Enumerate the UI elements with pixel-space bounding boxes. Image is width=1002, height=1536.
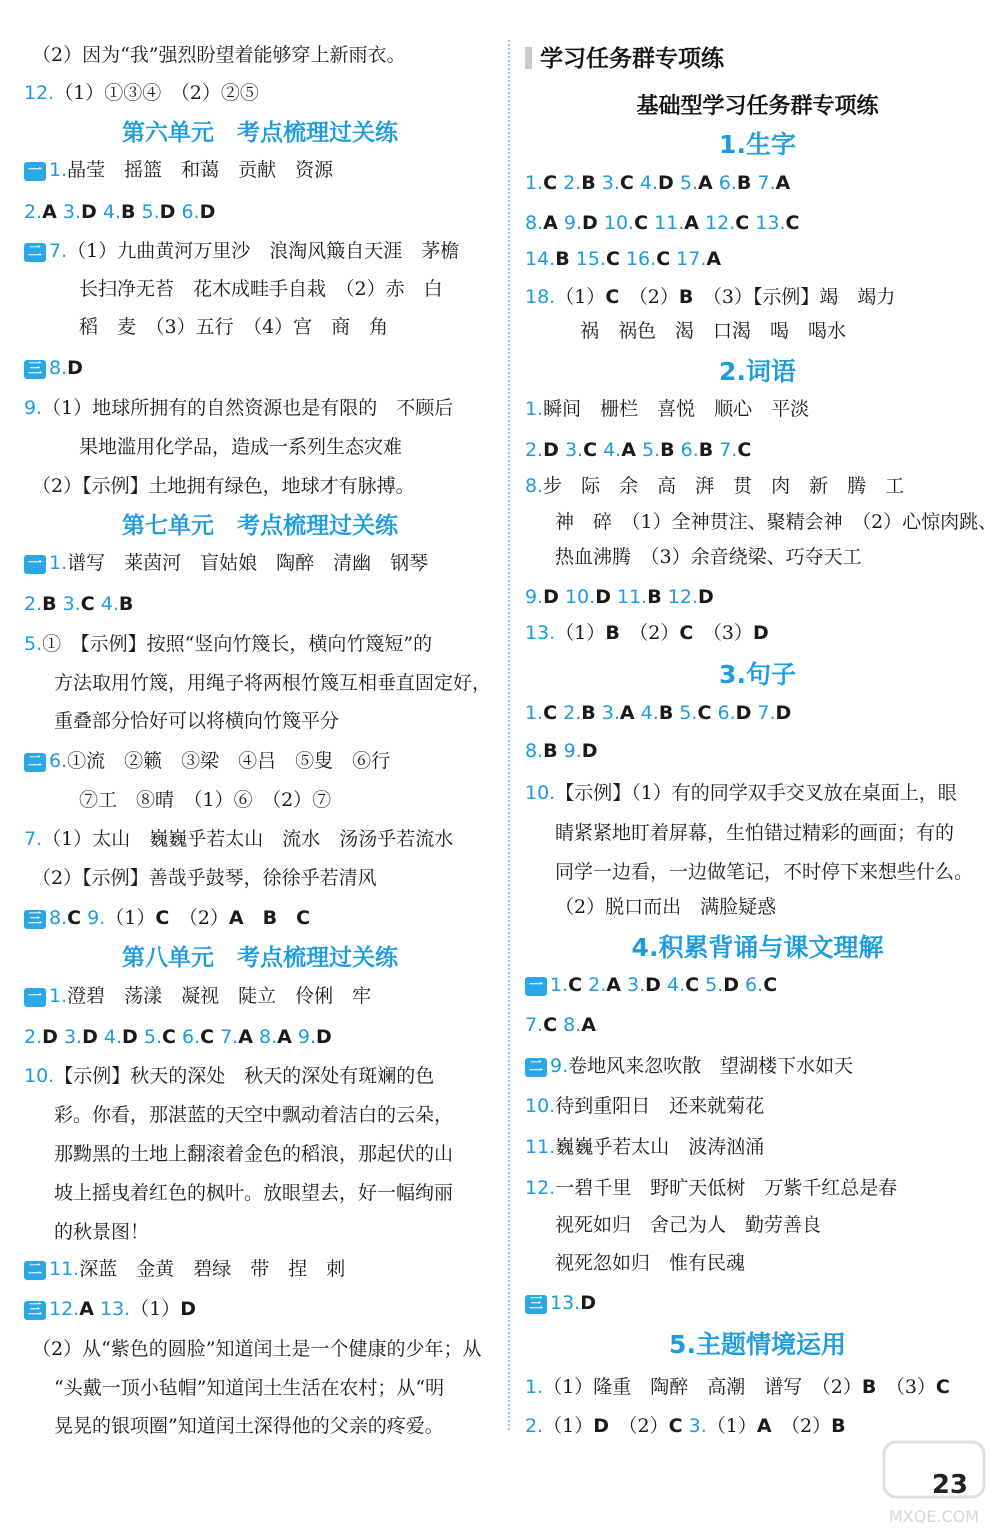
answer-line bbox=[24, 395, 453, 421]
choice-answer: D bbox=[775, 702, 792, 724]
question-number: 4. bbox=[97, 1026, 123, 1048]
choice-answer: A bbox=[619, 702, 635, 724]
choice-answer: D bbox=[697, 586, 714, 608]
choice-answer: C bbox=[935, 1376, 950, 1398]
question-number: 10. bbox=[597, 212, 635, 234]
choice-answer: D bbox=[199, 201, 216, 223]
question-number: 8. bbox=[252, 1026, 278, 1048]
question-number: 12. bbox=[49, 1298, 80, 1320]
question-number: 5. bbox=[699, 974, 724, 996]
question-number: 2. bbox=[557, 172, 582, 194]
answer-text: 一碧千里 野旷天低树 万紫千红总是春 bbox=[555, 1177, 898, 1199]
choice-answer: C bbox=[735, 212, 750, 234]
section-heading: 3.句子 bbox=[719, 660, 796, 689]
choice-answer: D bbox=[543, 439, 559, 461]
choice-answer: A bbox=[706, 248, 722, 270]
choice-answer: D bbox=[82, 1026, 98, 1048]
question-number: 4. bbox=[633, 172, 659, 194]
choice-answer: C bbox=[785, 212, 800, 234]
part-badge-icon: 三 bbox=[24, 910, 46, 929]
answer-line: “头戴一顶小毡帽”知道闰土生活在农村；从“明 bbox=[54, 1377, 445, 1399]
question-number: 4. bbox=[96, 201, 121, 223]
answer-line bbox=[525, 437, 751, 463]
answer-line: 长扫净无苔 花木成畦手自栽 （2）赤 白 bbox=[79, 278, 443, 300]
answer-line bbox=[525, 1053, 853, 1079]
answer-line: 视死忽如归 惟有民魂 bbox=[555, 1252, 746, 1274]
question-number: 5. bbox=[673, 172, 698, 194]
question-number: 12. bbox=[699, 212, 736, 234]
choice-answer: B bbox=[120, 201, 136, 223]
choice-answer: B bbox=[118, 593, 134, 615]
choice-answer: D bbox=[543, 586, 559, 608]
answer-text: 【示例】秋天的深处 秋天的深处有斑斓的色 bbox=[54, 1065, 435, 1087]
question-number: 2. bbox=[24, 593, 43, 615]
question-number: 2. bbox=[525, 1415, 544, 1437]
answer-line bbox=[525, 780, 957, 806]
question-number: 6. bbox=[739, 974, 764, 996]
answer-line bbox=[525, 1175, 897, 1201]
question-number: 6. bbox=[712, 172, 737, 194]
choice-answer: D bbox=[645, 974, 661, 996]
answer-line bbox=[525, 246, 721, 272]
answer-line: 祸 祸色 渴 口渴 喝 喝水 bbox=[580, 320, 847, 342]
question-number: 5. bbox=[24, 633, 43, 655]
choice-answer: B bbox=[660, 439, 675, 461]
section-heading: 2.词语 bbox=[719, 357, 796, 386]
choice-answer: B bbox=[605, 622, 620, 644]
question-number: 16. bbox=[619, 248, 657, 270]
section-heading: 5.主题情境运用 bbox=[669, 1330, 846, 1359]
answer-line bbox=[24, 199, 215, 225]
question-number: 2. bbox=[24, 1026, 43, 1048]
choice-answer: D bbox=[67, 357, 83, 379]
answer-line bbox=[525, 473, 904, 499]
choice-answer: C bbox=[162, 1026, 176, 1048]
answer-line bbox=[525, 972, 777, 998]
answer-line bbox=[525, 1413, 846, 1439]
question-number: 9. bbox=[557, 212, 583, 234]
answer-line bbox=[24, 1024, 332, 1050]
choice-answer: D bbox=[580, 1292, 596, 1314]
question-number: 3. bbox=[595, 702, 620, 724]
heading-bar-icon bbox=[525, 47, 532, 69]
choice-answer: B bbox=[698, 439, 714, 461]
question-number: 7. bbox=[214, 1026, 239, 1048]
answer-text: 深蓝 金黄 碧绿 带 捏 刺 bbox=[79, 1258, 346, 1280]
choice-answer: C bbox=[685, 974, 700, 996]
column-divider bbox=[508, 40, 510, 1430]
choice-answer: A bbox=[684, 212, 700, 234]
question-number: 4. bbox=[634, 702, 659, 724]
answer-line bbox=[24, 80, 259, 106]
choice-answer: D bbox=[180, 1298, 197, 1320]
question-number: 8. bbox=[525, 740, 544, 762]
question-number: 3. bbox=[56, 201, 82, 223]
answer-line bbox=[24, 1063, 434, 1089]
question-number: 9. bbox=[24, 397, 43, 419]
answer-line: 彩。你看，那湛蓝的天空中飘动着洁白的云朵， bbox=[54, 1104, 454, 1126]
choice-answer: C bbox=[543, 702, 558, 724]
answer-line bbox=[525, 1374, 950, 1400]
question-number: 11. bbox=[49, 1258, 80, 1280]
page-number: 23 bbox=[931, 1470, 968, 1500]
answer-line bbox=[24, 550, 428, 576]
choice-answer: A bbox=[621, 439, 636, 461]
section-heading: 第八单元 考点梳理过关练 bbox=[122, 945, 398, 971]
choice-answer: D bbox=[593, 1415, 610, 1437]
part-badge-icon: 一 bbox=[525, 977, 547, 996]
question-number: 15. bbox=[569, 248, 606, 270]
answer-text: 卷地风来忽吹散 望湖楼下水如天 bbox=[568, 1055, 854, 1077]
question-number: 11. bbox=[648, 212, 685, 234]
question-number: 1. bbox=[49, 985, 68, 1007]
answer-text: （3） bbox=[876, 1376, 936, 1398]
question-number: 7. bbox=[751, 702, 776, 724]
answer-line: （2）脱口而出 满脸疑惑 bbox=[555, 896, 777, 918]
choice-answer: A bbox=[775, 172, 791, 194]
answer-line bbox=[24, 591, 133, 617]
choice-answer: C bbox=[568, 974, 583, 996]
answer-line bbox=[24, 157, 333, 183]
choice-answer: C bbox=[697, 702, 712, 724]
part-badge-icon: 二 bbox=[525, 1058, 547, 1077]
question-number: 8. bbox=[525, 475, 544, 497]
answer-line bbox=[525, 1093, 764, 1119]
part-badge-icon: 三 bbox=[525, 1295, 547, 1314]
choice-answer: B bbox=[831, 1415, 846, 1437]
question-number: 5. bbox=[635, 439, 661, 461]
answer-line bbox=[24, 1256, 345, 1282]
answer-text: （3） bbox=[693, 622, 753, 644]
question-number: 12. bbox=[661, 586, 698, 608]
question-number: 3. bbox=[56, 593, 81, 615]
question-number: 9. bbox=[550, 1055, 569, 1077]
answer-line: ⑦工 ⑧晴 （1）⑥ （2）⑦ bbox=[79, 789, 332, 811]
choice-answer: C bbox=[619, 172, 634, 194]
question-number: 8. bbox=[557, 1014, 582, 1036]
part-badge-icon: 一 bbox=[24, 162, 46, 181]
question-number: 3. bbox=[57, 1026, 83, 1048]
choice-answer: A bbox=[277, 1026, 292, 1048]
choice-answer: B bbox=[736, 172, 752, 194]
choice-answer: B bbox=[678, 286, 694, 308]
choice-answer: D bbox=[723, 974, 740, 996]
question-number: 4. bbox=[94, 593, 119, 615]
choice-answer: D bbox=[81, 201, 97, 223]
question-number: 4. bbox=[597, 439, 622, 461]
question-number: 14. bbox=[525, 248, 556, 270]
choice-answer: C bbox=[155, 907, 170, 929]
choice-answer: D bbox=[159, 201, 176, 223]
choice-answer: B bbox=[581, 702, 596, 724]
section-heading: 1.生字 bbox=[719, 130, 796, 159]
choice-answer: D bbox=[122, 1026, 138, 1048]
question-number: 2. bbox=[582, 974, 607, 996]
chapter-heading-text: 学习任务群专项练 bbox=[540, 46, 724, 72]
question-number: 9. bbox=[525, 586, 544, 608]
question-number: 2. bbox=[24, 201, 43, 223]
part-badge-icon: 二 bbox=[24, 753, 46, 772]
question-number: 11. bbox=[610, 586, 648, 608]
answer-line bbox=[525, 1012, 596, 1038]
choice-answer: C bbox=[737, 439, 752, 461]
answer-line: 视死如归 舍己为人 勤劳善良 bbox=[555, 1214, 822, 1236]
answer-line bbox=[525, 210, 799, 236]
question-number: 1. bbox=[525, 702, 544, 724]
answer-line bbox=[525, 1134, 764, 1160]
choice-answer: D bbox=[735, 702, 752, 724]
answer-text: （1）①③④ （2）②⑤ bbox=[54, 82, 259, 104]
question-number: 10. bbox=[24, 1065, 55, 1087]
answer-line: 睛紧紧地盯着屏幕，生怕错过精彩的画面；有的 bbox=[555, 822, 955, 844]
question-number: 7. bbox=[713, 439, 738, 461]
choice-answer: B bbox=[658, 702, 674, 724]
question-number: 10. bbox=[525, 1095, 556, 1117]
question-number: 3. bbox=[558, 439, 584, 461]
answer-line: （2）【示例】善哉乎鼓琴，徐徐乎若清风 bbox=[32, 867, 377, 889]
question-number: 10. bbox=[525, 782, 556, 804]
question-number: 18. bbox=[525, 286, 556, 308]
question-number: 7. bbox=[24, 828, 43, 850]
answer-text: 晶莹 摇篮 和蔼 贡献 资源 bbox=[67, 159, 334, 181]
choice-answer: B bbox=[581, 172, 596, 194]
choice-answer: D bbox=[752, 622, 769, 644]
part-badge-icon: 二 bbox=[24, 243, 46, 262]
question-number: 1. bbox=[49, 159, 68, 181]
answer-text: （2） bbox=[609, 1415, 669, 1437]
answer-line bbox=[24, 748, 390, 774]
answer-line bbox=[24, 1296, 196, 1322]
question-number: 1. bbox=[49, 552, 68, 574]
choice-answer: C bbox=[80, 593, 95, 615]
answer-text: （1） bbox=[130, 1298, 181, 1320]
answer-line: （2）因为“我”强烈盼望着能够穿上新雨衣。 bbox=[32, 44, 406, 66]
question-number: 5. bbox=[135, 201, 160, 223]
answer-line: 果地滥用化学品，造成一系列生态灾难 bbox=[79, 436, 403, 458]
question-number: 4. bbox=[660, 974, 686, 996]
question-number: 9. bbox=[557, 740, 582, 762]
question-number: 7. bbox=[49, 240, 68, 262]
answer-line bbox=[525, 1290, 596, 1316]
answer-line bbox=[525, 738, 598, 764]
answer-line bbox=[525, 584, 714, 610]
answer-text: （1） bbox=[555, 622, 606, 644]
question-number: 13. bbox=[525, 622, 556, 644]
answer-line: 晃晃的银项圈”知道闰土深得他的父亲的疼爱。 bbox=[54, 1415, 444, 1437]
question-number: 8. bbox=[49, 357, 68, 379]
answer-text: （1）太山 巍巍乎若太山 流水 汤汤乎若流水 bbox=[42, 828, 454, 850]
section-heading: 第六单元 考点梳理过关练 bbox=[122, 120, 398, 146]
question-number: 12. bbox=[24, 82, 55, 104]
question-number: 1. bbox=[550, 974, 569, 996]
answer-line bbox=[24, 238, 459, 264]
part-badge-icon: 一 bbox=[24, 555, 46, 574]
chapter-heading bbox=[525, 44, 724, 74]
answer-text: 待到重阳日 还来就菊花 bbox=[555, 1095, 765, 1117]
question-number: 13. bbox=[550, 1292, 581, 1314]
choice-answer: D bbox=[595, 586, 611, 608]
choice-answer: A bbox=[606, 974, 621, 996]
answer-line: 那黝黑的土地上翻滚着金色的稻浪，那起伏的山 bbox=[54, 1143, 454, 1165]
choice-answer: B bbox=[543, 740, 558, 762]
question-number: 2. bbox=[557, 702, 582, 724]
answer-text: 【示例】（1）有的同学双手交叉放在桌面上，眼 bbox=[555, 782, 957, 804]
choice-answer: D bbox=[42, 1026, 58, 1048]
answer-text: 澄碧 荡漾 凝视 陡立 伶俐 牢 bbox=[67, 985, 372, 1007]
answer-text: ①流 ②籁 ③梁 ④吕 ⑤叟 ⑥行 bbox=[67, 750, 391, 772]
answer-text: （1）九曲黄河万里沙 浪淘风簸自天涯 茅檐 bbox=[67, 240, 460, 262]
question-number: 2. bbox=[525, 439, 544, 461]
choice-answer: A bbox=[238, 1026, 253, 1048]
answer-text: （1） bbox=[543, 1415, 594, 1437]
answer-text: ① 【示例】按照“竖向竹篾长，横向竹篾短”的 bbox=[42, 633, 433, 655]
answer-line bbox=[525, 284, 895, 310]
answer-text: （2） bbox=[619, 286, 679, 308]
question-number: 11. bbox=[525, 1136, 556, 1158]
choice-answer: A bbox=[543, 212, 558, 234]
answer-text: （2） bbox=[771, 1415, 832, 1437]
question-number: 6. bbox=[49, 750, 68, 772]
choice-answer: C bbox=[656, 248, 671, 270]
question-number: 1. bbox=[525, 398, 544, 420]
choice-answer: D bbox=[582, 212, 598, 234]
answer-line: 稻 麦 （3）五行 （4）宫 商 角 bbox=[79, 316, 389, 338]
section-heading: 第七单元 考点梳理过关练 bbox=[122, 513, 398, 539]
section-heading: 4.积累背诵与课文理解 bbox=[631, 933, 884, 962]
part-badge-icon: 三 bbox=[24, 1301, 46, 1320]
question-number: 5. bbox=[137, 1026, 162, 1048]
choice-answer: A B C bbox=[228, 907, 311, 929]
question-number: 6. bbox=[175, 201, 200, 223]
question-number: 8. bbox=[49, 907, 68, 929]
choice-answer: D bbox=[658, 172, 674, 194]
answer-line bbox=[24, 355, 83, 381]
answer-line: 神 碎 （1）全神贯注、聚精会神 （2）心惊肉跳、 bbox=[555, 511, 998, 533]
answer-text: 巍巍乎若太山 波涛汹涌 bbox=[555, 1136, 765, 1158]
question-number: 6. bbox=[674, 439, 699, 461]
answer-line bbox=[525, 700, 791, 726]
answer-text: （1） bbox=[706, 1415, 757, 1437]
part-badge-icon: 一 bbox=[24, 988, 46, 1007]
question-number: 5. bbox=[673, 702, 698, 724]
choice-answer: A bbox=[79, 1298, 94, 1320]
choice-answer: C bbox=[634, 212, 649, 234]
question-number: 10. bbox=[558, 586, 596, 608]
watermark-text: MXQE.COM bbox=[888, 1507, 980, 1526]
answer-line: 方法取用竹篾，用绳子将两根竹篾互相垂直固定好， bbox=[54, 672, 492, 694]
answer-text: （1）地球所拥有的自然资源也是有限的 不顾后 bbox=[42, 397, 454, 419]
answer-line: （2）从“紫色的圆脸”知道闰土是一个健康的少年；从 bbox=[32, 1338, 482, 1360]
choice-answer: C bbox=[583, 439, 598, 461]
answer-line: （2）【示例】土地拥有绿色，地球才有脉搏。 bbox=[32, 475, 415, 497]
choice-answer: C bbox=[605, 248, 620, 270]
question-number: 13. bbox=[749, 212, 786, 234]
choice-answer: C bbox=[668, 1415, 683, 1437]
answer-line bbox=[525, 396, 809, 422]
choice-answer: D bbox=[581, 740, 598, 762]
question-number: 7. bbox=[751, 172, 776, 194]
answer-line bbox=[525, 170, 790, 196]
question-number: 9. bbox=[291, 1026, 317, 1048]
choice-answer: C bbox=[200, 1026, 215, 1048]
choice-answer: C bbox=[679, 622, 694, 644]
choice-answer: A bbox=[698, 172, 713, 194]
choice-answer: A bbox=[42, 201, 57, 223]
answer-text: （2） bbox=[619, 622, 680, 644]
answer-line: 坡上摇曳着红色的枫叶。放眼望去，好一幅绚丽 bbox=[54, 1182, 454, 1204]
answer-line: 同学一边看，一边做笔记，不时停下来想些什么。 bbox=[555, 861, 974, 883]
question-number: 1. bbox=[525, 172, 544, 194]
question-number: 8. bbox=[525, 212, 544, 234]
question-number: 6. bbox=[711, 702, 736, 724]
question-number: 6. bbox=[175, 1026, 201, 1048]
question-number: 3. bbox=[620, 974, 646, 996]
choice-answer: D bbox=[316, 1026, 332, 1048]
question-number: 1. bbox=[525, 1376, 544, 1398]
choice-answer: B bbox=[42, 593, 57, 615]
answer-line bbox=[24, 826, 453, 852]
answer-text: （2） bbox=[169, 907, 229, 929]
answer-line: 的秋景图！ bbox=[54, 1221, 150, 1243]
answer-line bbox=[24, 905, 310, 931]
answer-line bbox=[24, 631, 432, 657]
subsection-heading: 基础型学习任务群专项练 bbox=[636, 94, 879, 119]
answer-line bbox=[525, 620, 769, 646]
choice-answer: B bbox=[647, 586, 662, 608]
question-number: 17. bbox=[670, 248, 707, 270]
choice-answer: C bbox=[543, 1014, 558, 1036]
answer-text: 瞬间 栅栏 喜悦 顺心 平淡 bbox=[543, 398, 810, 420]
choice-answer: C bbox=[67, 907, 82, 929]
question-number: 13. bbox=[93, 1298, 131, 1320]
answer-line bbox=[24, 983, 371, 1009]
choice-answer: A bbox=[581, 1014, 596, 1036]
question-number: 7. bbox=[525, 1014, 544, 1036]
choice-answer: C bbox=[605, 286, 620, 308]
part-badge-icon: 三 bbox=[24, 360, 46, 379]
choice-answer: B bbox=[555, 248, 570, 270]
question-number: 3. bbox=[682, 1415, 707, 1437]
choice-answer: A bbox=[756, 1415, 772, 1437]
answer-text: （1） bbox=[105, 907, 156, 929]
answer-text: （3）【示例】竭 竭力 bbox=[693, 286, 896, 308]
part-badge-icon: 二 bbox=[24, 1261, 46, 1280]
question-number: 3. bbox=[595, 172, 620, 194]
choice-answer: C bbox=[543, 172, 558, 194]
answer-text: （1）隆重 陶醉 高潮 谱写 （2） bbox=[543, 1376, 862, 1398]
answer-text: 步 际 余 高 湃 贯 肉 新 腾 工 bbox=[543, 475, 905, 497]
answer-line: 热血沸腾 （3）余音绕梁、巧夺天工 bbox=[555, 546, 862, 568]
question-number: 12. bbox=[525, 1177, 556, 1199]
answer-line: 重叠部分恰好可以将横向竹篾平分 bbox=[54, 710, 340, 732]
choice-answer: C bbox=[763, 974, 778, 996]
answer-text: 谱写 莱茵河 盲姑娘 陶醉 清幽 钢琴 bbox=[67, 552, 429, 574]
choice-answer: B bbox=[861, 1376, 877, 1398]
question-number: 9. bbox=[81, 907, 106, 929]
answer-text: （1） bbox=[555, 286, 606, 308]
